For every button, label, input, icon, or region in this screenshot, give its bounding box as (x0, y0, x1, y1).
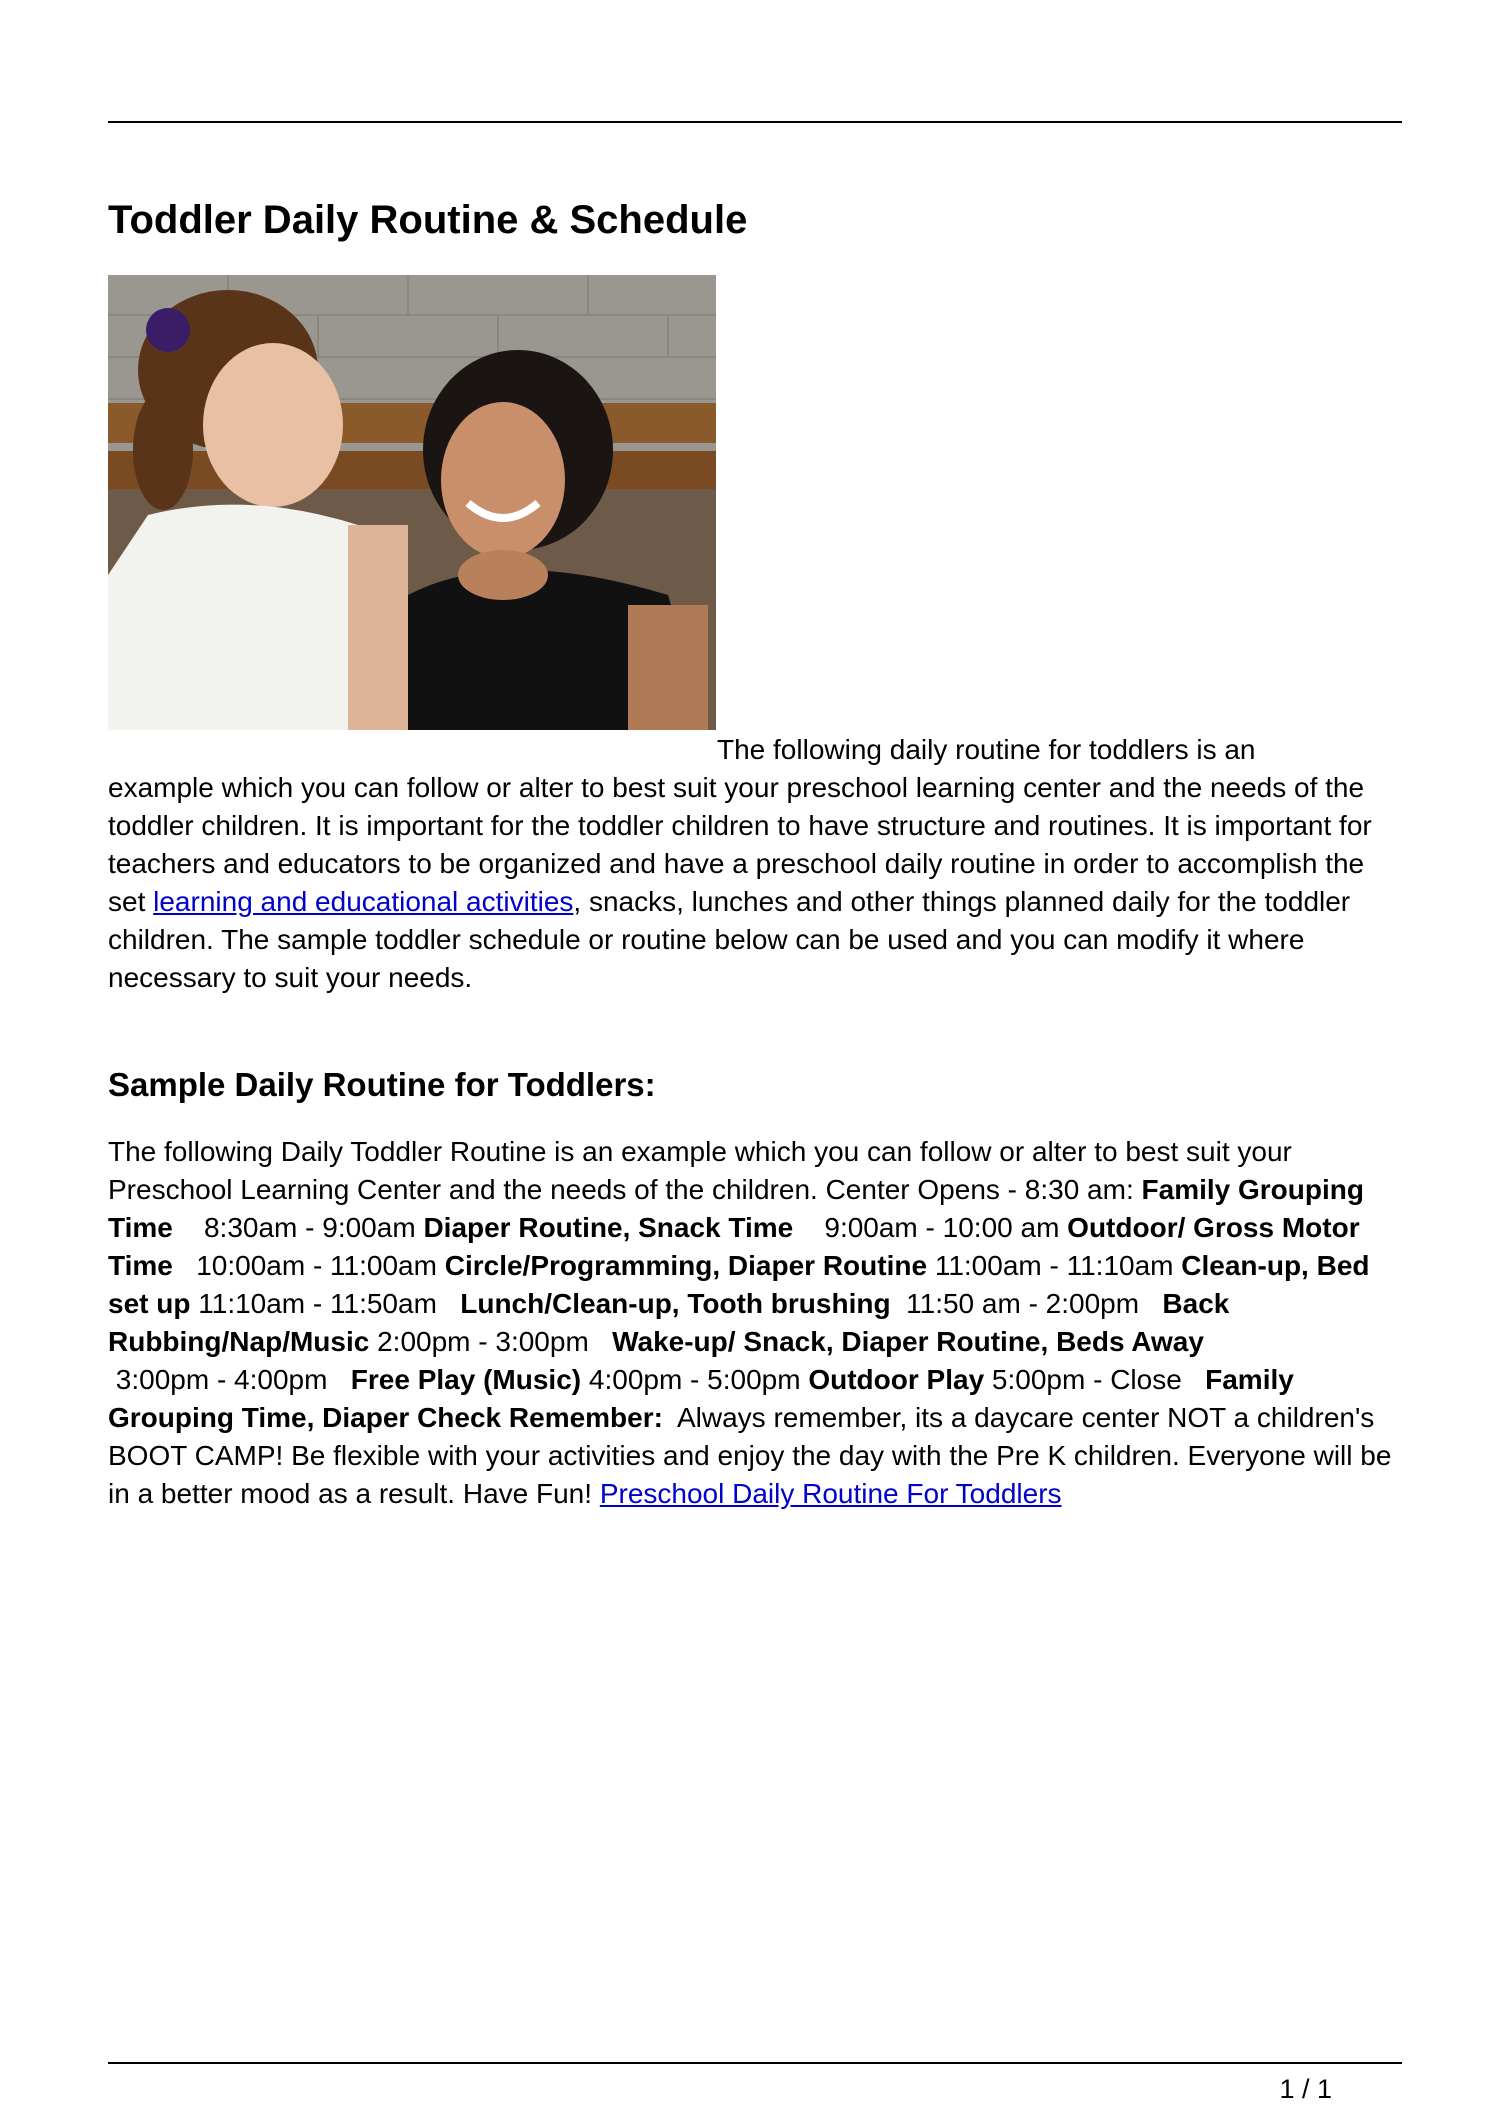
schedule-activity: Family Grouping Time, Diaper Check Remember: (108, 1364, 1294, 1433)
schedule-time: 3:00pm - 4:00pm (108, 1364, 351, 1395)
schedule-activity: Diaper Routine, Snack Time (423, 1212, 794, 1243)
schedule-time: 4:00pm - 5:00pm (581, 1364, 809, 1395)
schedule-time: 8:30am - 9:00am (172, 1212, 424, 1243)
header-rule (108, 121, 1402, 123)
schedule-time: 11:50 am - 2:00pm (890, 1288, 1163, 1319)
schedule-activity: Back Rubbing/Nap/Music (108, 1288, 1230, 1357)
page-number: 1 / 1 (1279, 2074, 1332, 2104)
schedule-activity: Outdoor Play (808, 1364, 985, 1395)
schedule-activity: Family Grouping Time (108, 1174, 1364, 1243)
schedule-time: 10:00am - 11:00am (172, 1250, 445, 1281)
schedule-time: 5:00pm - Close (984, 1364, 1206, 1395)
intro-paragraph (108, 731, 1404, 997)
section-heading: Sample Daily Routine for Toddlers: (108, 1066, 656, 1103)
intro-first-line: The following daily routine for toddlers is an (717, 734, 1256, 765)
schedule-activity: Wake-up/ Snack, Diaper Routine, Beds Away (612, 1326, 1204, 1357)
page-title: Toddler Daily Routine & Schedule (108, 198, 748, 242)
schedule-time (663, 1402, 677, 1433)
routine-lead: The following Daily Toddler Routine is an example which you can follow or alter to best suit your Preschool Learning Center and the needs of the children. Center Opens - 8:30 am: (108, 1136, 1292, 1205)
schedule-activity: Outdoor/ Gross Motor Time (108, 1212, 1360, 1281)
preschool-routine-link[interactable]: Preschool Daily Routine For Toddlers (599, 1478, 1062, 1509)
learning-activities-link[interactable]: learning and educational activities (153, 886, 574, 917)
schedule-time: 9:00am - 10:00 am (793, 1212, 1068, 1243)
photo-illustration (108, 275, 716, 730)
schedule-activity: Free Play (Music) (350, 1364, 582, 1395)
routine-closing: Always remember, its a daycare center NOT a children's BOOT CAMP! Be flexible with your activities and enjoy the day with the Pre K children. Everyone will be in a better mood as a result. Have Fun! (108, 1402, 1392, 1509)
schedule-time: 2:00pm - 3:00pm (369, 1326, 613, 1357)
intro-text-1: example which you can follow or alter to best suit your preschool learning center and the needs of the toddler children. It is important for the toddler children to have structure and routines. It is important for teachers and educators to be organized and have a preschool daily routine in order to accomplish the set (108, 772, 1372, 917)
footer-rule (108, 2062, 1402, 2064)
schedule-activity: Clean-up, Bed set up (108, 1250, 1370, 1319)
schedule-activity: Lunch/Clean-up, Tooth brushing (460, 1288, 891, 1319)
photo-teacher-and-toddler (108, 275, 716, 730)
schedule-time: 11:10am - 11:50am (190, 1288, 461, 1319)
schedule-time: 11:00am - 11:10am (927, 1250, 1182, 1281)
schedule-activity: Circle/Programming, Diaper Routine (444, 1250, 928, 1281)
routine-paragraph (108, 1133, 1404, 1513)
intro-text-2: , snacks, lunches and other things planned daily for the toddler children. The sample toddler schedule or routine below can be used and you can modify it where necessary to suit your needs. (108, 886, 1351, 993)
